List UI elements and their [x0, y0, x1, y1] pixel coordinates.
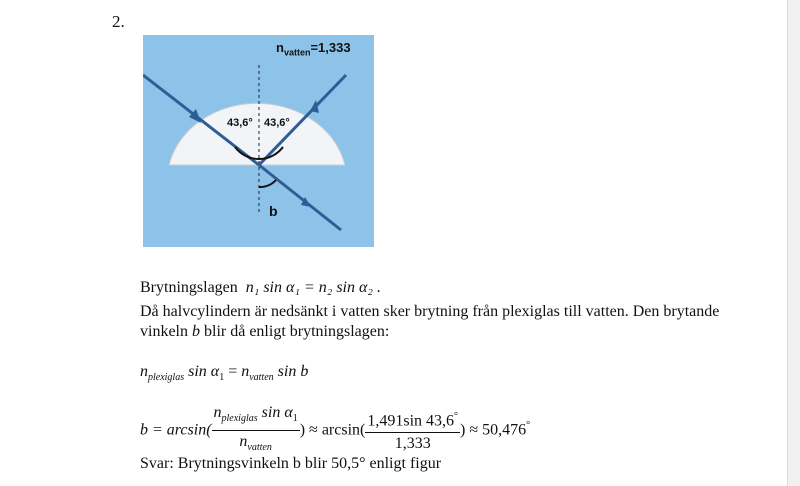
angle-right-label: 43,6°: [264, 117, 290, 129]
paragraph-line-2: vinkeln b blir då enligt brytningslagen:: [140, 323, 390, 340]
equation-2: b = arcsin( $\frac{n_{plexiglas} \sin \alpha_1}{n_{vatten}}$ ) ≈ arcsin( $\frac{1,491\sin 43,6^\circ}{1,333}$ ) ≈ 50,476°: [140, 402, 530, 459]
refraction-diagram: [143, 35, 374, 247]
refraction-law-line: [140, 278, 381, 298]
paragraph-line-1: Då halvcylindern är nedsänkt i vatten sker brytning från plexiglas till vatten. Den brytande: [140, 303, 720, 320]
b-label: b: [269, 203, 278, 219]
fraction-2: $\frac{1,491\sin 43,6^\circ}{1,333}$: [365, 406, 460, 455]
answer-line: Svar: Brytningsvinkeln b blir 50,5° enligt figur: [140, 455, 442, 472]
n-water-label: $n_{vatten}=1,333$: [276, 40, 351, 58]
problem-number: 2.: [112, 12, 125, 31]
refraction-law-formula: n₁ sin α₁ = n₂ sin α₂ .: [245, 279, 381, 296]
fraction-1: $\frac{n_{plexiglas} \sin \alpha_1}{n_{vatten}}$: [213, 404, 298, 454]
equation-1: $n_{plexiglas}$ $\sin \alpha_1 = n_{vatten}$ sin b: [140, 363, 309, 384]
angle-left-label: 43,6°: [227, 117, 253, 129]
page-edge: [787, 0, 800, 486]
refraction-law-prefix: Brytningslagen: [140, 279, 238, 296]
refraction-figure: [143, 35, 374, 247]
